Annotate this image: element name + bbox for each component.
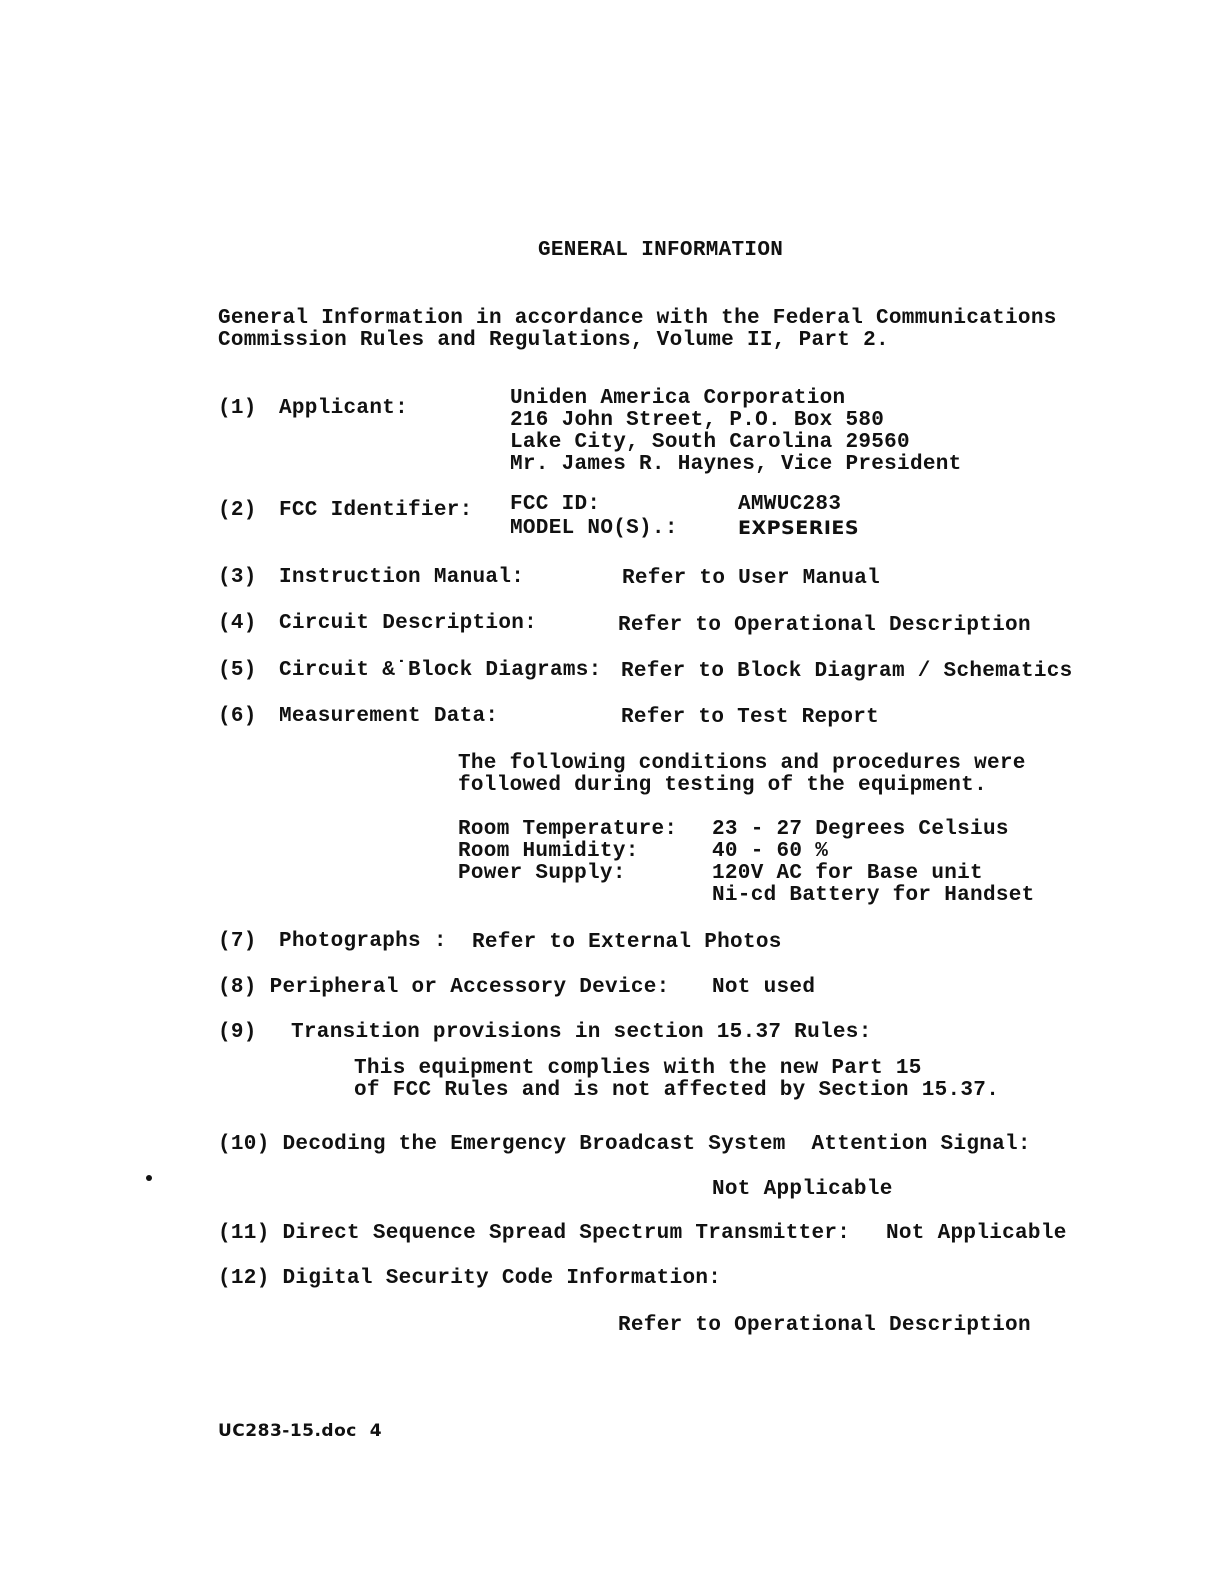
fcc-id-label: FCC ID: xyxy=(510,493,601,516)
model-value: EXPSERIES xyxy=(738,517,860,539)
temp-label: Room Temperature: xyxy=(458,818,678,841)
testing-text-2: followed during testing of the equipment. xyxy=(458,774,987,797)
item8-value: Not used xyxy=(712,976,816,999)
item3-value: Refer to User Manual xyxy=(622,567,881,590)
page-title: GENERAL INFORMATION xyxy=(538,239,784,262)
item6-number: (6) xyxy=(218,705,257,728)
item5-value: Refer to Block Diagram / Schematics xyxy=(621,660,1073,683)
item3-label: Instruction Manual: xyxy=(279,566,525,589)
item9-text-1: This equipment complies with the new Part 15 xyxy=(354,1057,922,1080)
testing-text-1: The following conditions and procedures were xyxy=(458,752,1026,775)
item5-number: (5) xyxy=(218,659,257,682)
item4-number: (4) xyxy=(218,612,257,635)
item7-number: (7) xyxy=(218,930,257,953)
item7-label: Photographs : xyxy=(279,930,447,953)
item12-text: (12) Digital Security Code Information: xyxy=(218,1267,722,1290)
fcc-number: (2) xyxy=(218,499,257,522)
item6-label: Measurement Data: xyxy=(279,705,499,728)
item10-text: (10) Decoding the Emergency Broadcast System Attention Signal: xyxy=(218,1133,1031,1156)
power-value-2: Ni-cd Battery for Handset xyxy=(712,884,1035,907)
margin-dot xyxy=(146,1175,152,1181)
temp-value: 23 - 27 Degrees Celsius xyxy=(712,818,1009,841)
item4-label: Circuit Description: xyxy=(279,612,538,635)
model-label: MODEL NO(S).: xyxy=(510,517,678,540)
item9-text-2: of FCC Rules and is not affected by Section 15.37. xyxy=(354,1079,1000,1102)
item7-value: Refer to External Photos xyxy=(472,931,782,954)
power-label: Power Supply: xyxy=(458,862,626,885)
intro-line-1: General Information in accordance with the Federal Communications xyxy=(218,307,1057,330)
applicant-line-3: Lake City, South Carolina 29560 xyxy=(510,431,910,454)
item8-text: (8) Peripheral or Accessory Device: xyxy=(218,976,670,999)
humidity-value: 40 - 60 % xyxy=(712,840,829,863)
footer-filename: UC283-15.doc 4 xyxy=(218,1421,383,1441)
item11-text: (11) Direct Sequence Spread Spectrum Transmitter: xyxy=(218,1222,851,1245)
item3-number: (3) xyxy=(218,566,257,589)
humidity-label: Room Humidity: xyxy=(458,840,639,863)
applicant-line-1: Uniden America Corporation xyxy=(510,387,846,410)
fcc-label: FCC Identifier: xyxy=(279,499,473,522)
intro-line-2: Commission Rules and Regulations, Volume II, Part 2. xyxy=(218,329,889,352)
item9-number: (9) xyxy=(218,1021,257,1044)
item6-value: Refer to Test Report xyxy=(621,706,880,729)
item10-value: Not Applicable xyxy=(712,1178,893,1201)
item5-label: Circuit &˙Block Diagrams: xyxy=(279,659,602,682)
applicant-line-4: Mr. James R. Haynes, Vice President xyxy=(510,453,962,476)
applicant-number: (1) xyxy=(218,397,257,420)
applicant-line-2: 216 John Street, P.O. Box 580 xyxy=(510,409,885,432)
item9-label: Transition provisions in section 15.37 Rules: xyxy=(291,1021,872,1044)
item4-value: Refer to Operational Description xyxy=(618,614,1031,637)
fcc-id-value: AMWUC283 xyxy=(738,493,842,516)
applicant-label: Applicant: xyxy=(279,397,409,420)
item12-value: Refer to Operational Description xyxy=(618,1314,1031,1337)
power-value-1: 120V AC for Base unit xyxy=(712,862,983,885)
item11-value: Not Applicable xyxy=(886,1222,1067,1245)
